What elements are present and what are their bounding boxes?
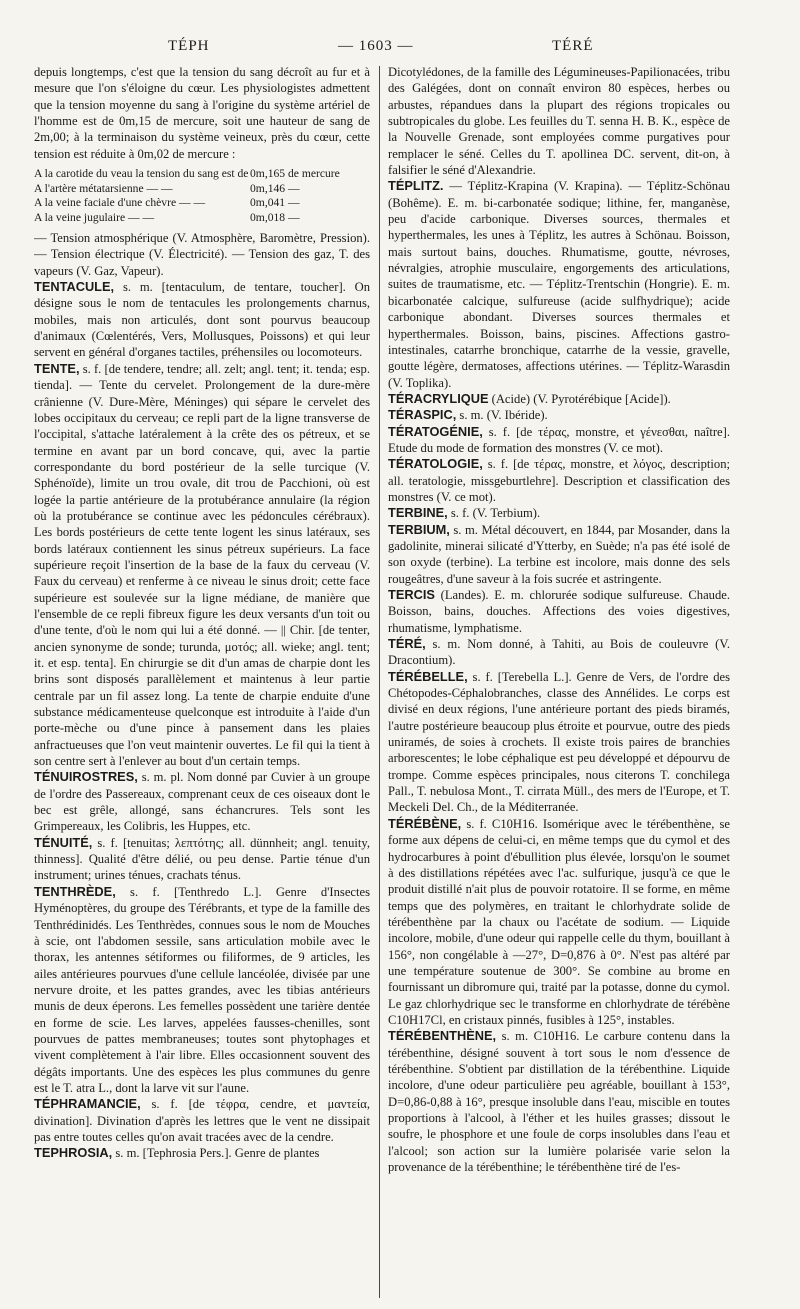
headword: TÉRACRYLIQUE — [388, 390, 489, 406]
headword: TENTHRÈDE, — [34, 883, 116, 899]
entry-tephrosia — [34, 1145, 370, 1161]
row-label: A la veine faciale d'une chèvre — — — [34, 196, 206, 210]
headword: TÉRÉ, — [388, 636, 426, 652]
definition: s. f. [tenuitas; λεπτότης; all. dünnheit; angl. tenuity, thinness]. Qualité d'être délié, ou peu dense. Partie ténue d'un instrument; urines ténues, crachats ténus. — [34, 835, 370, 883]
left-column — [34, 64, 370, 1302]
pressure-table — [34, 167, 370, 225]
definition: — Téplitz-Krapina (V. Krapina). — Téplitz-Schönau (Bohême). E. m. bi-carbonatée sodique; lithine, fer, manganèse, peu d'acide carbonique. Diverses sources, thermales et hyperthermales, les unes à Téplitz, les autres à Schönau. Boisson, mais surtout bains, douches. Rhumatisme, goutte, névroses, névralgies, atrophie musculaire, engorgements des articulations, suites de traumatisme, etc. — Téplitz-Trentschin (Hongrie). E. m. bicarbonatée calcique, sulfureuse (acide sulfhydrique); acide carbonique abondant. Diverses sources thermales et hyperthermales. Boisson, bains, piscines. Affections gastro-intestinales, catarrhe bronchique, catarrhe de la vessie, gravelle, goutte légère, dermatoses, affections utérines. — Téplitz-Warasdin (V. Toplika). — [388, 179, 730, 390]
entry-terbine — [388, 505, 730, 521]
definition: s. f. [Terebella L.]. Genre de Vers, de l'ordre des Chétopodes-Céphalobranches, classe des Annélides. Le corps est divisé en deux régions, l'une antérieure portant des pieds biramés, l'autre postérieure beaucoup plus étroite et pourvue, outre des pieds uniramés, de soies à crochets. Il existe trois paires de branchies arborescentes; le lobe céphalique est peu développé et dépourvu de trompe. Comme espèces principales, nous citerons T. conchilega Pall., T. nebulosa Mont., T. cirrata Müll., des mers de l'Europe, et T. Meckeli Del. Ch., de la Méditerranée. — [388, 669, 730, 815]
table-row — [34, 211, 370, 226]
definition: s. m. [tentaculum, de tentare, toucher]. On désigne sous le nom de tentacules les prolongements charnus, mobiles, mais non articulés, dont sont pourvus beaucoup d'animaux (Cœlentérés, Vers, Mollusques, Poissons) et qui leur servent en général d'organes tactiles, préhensiles ou locomoteurs. — [34, 280, 370, 360]
entry-terebelle — [388, 669, 730, 816]
headword: TENTE, — [34, 360, 80, 376]
headword: TERBINE, — [388, 505, 448, 521]
row-value: 0m,146 — — [250, 181, 300, 195]
headword: TÉRASPIC, — [388, 407, 457, 423]
row-label: A la veine jugulaire — — — [34, 210, 155, 224]
entry-tente — [34, 361, 370, 770]
row-value: 0m,018 — — [250, 210, 300, 224]
headword: TENTACULE, — [34, 279, 115, 295]
continued-text — [388, 64, 730, 178]
headword: TÉRÉBÈNE, — [388, 815, 462, 831]
definition: (Acide) (V. Pyrotérébique [Acide]). — [491, 391, 671, 406]
definition: (Landes). E. m. chlorurée sodique sulfureuse. Chaude. Boisson, bains, douches. Affections des voies digestives, rhumatisme, lymphatisme. — [388, 588, 730, 635]
headword: TEPHROSIA, — [34, 1145, 113, 1161]
headword: TÉRÉBENTHÈNE, — [388, 1028, 497, 1044]
row-label: A la carotide du veau la tension du sang est de — [34, 167, 249, 181]
running-head-right: TÉRÉ — [552, 38, 594, 54]
row-label: A l'artère métatarsienne — — — [34, 181, 173, 195]
entry-tenuite — [34, 835, 370, 884]
headword: TÉPHRAMANCIE, — [34, 1096, 141, 1112]
right-column — [388, 64, 730, 1302]
table-row — [34, 182, 370, 197]
definition: s. f. [de tendere, tendre; all. zelt; angl. tent; it. tenda; esp. tienda]. — Tente du cervelet. Prolongement de la dure-mère crânienne (V. Dure-Mère, Méninges) qui sépare le cervelet des lobes occipitaux du cerveau; ce repli part de la ligne transverse de l'occipital, s'attache latéralement à la crête des os pétreux, et se termine en avant par un bord concave, qui, avec la partie correspondante du bord postérieur de la selle turcique (V. Sphénoïde), limite un trou ovale, dit trou de Pacchioni, où est logée la partie antérieure de la protubérance annulaire (la région où la protubérance se continue avec les pédoncules cérébraux). Les bords postérieurs de cette tente logent les sinus latéraux, ses bords latéraux contiennent les sinus pétreux supérieurs. La face supérieure reçoit l'insertion de la base de la faux du cerveau (V. Faux du cerveau) et renferme à ce niveau le sinus droit; cette face supérieure est soulevée sur la ligne médiane, de manière que l'ensemble de ce repli fibreux figure les deux versants d'un toit ou d'une tente, d'où le nom qui lui a été donné. — || Chir. [de tenter, ancien synonyme de sonde; turunda, μοτός; all. wieke; angl. tent; it. et esp. tenta]. En chirurgie se dit d'un amas de charpie dont les brins sont disposés parallèlement et maintenus à leur partie centrale par un fil assez long. La tente de charpie enduite d'une substance médicamenteuse quelconque est introduite à l'aide d'un porte-mèche ou d'une pince à pansement dans les plaies anfractueuses que l'on veut maintenir ouvertes. Le fil qui la tient à son centre sert à l'enlever au bout d'un certain temps. — [34, 361, 370, 769]
entry-tenuirostres — [34, 769, 370, 834]
running-head-left: TÉPH — [168, 38, 210, 54]
definition: s. f. [de τέφρα, cendre, et μαντεία, divination]. Divination d'après les lettres que le vent ne dissipait pas entre toutes celles qu'on avait tracées avec de la cendre. — [34, 1097, 370, 1144]
entry-terebenthene — [388, 1028, 730, 1175]
entry-tephramancie — [34, 1096, 370, 1145]
definition: s. m. Nom donné, à Tahiti, au Bois de couleuvre (V. Dracontium). — [388, 637, 730, 668]
continued-text: depuis longtemps, c'est que la tension du sang décroît au fur et à mesure que l'on s'éloigne du cœur. Les physiologistes admettent que la tension moyenne du sang à l'origine du système artériel de l'homme est de 0m,15 de mercure, soit une hauteur de sang de 2m,00; à la terminaison du système veineux, près du cœur, cette tension est réduite à 0m,02 de mercure : — [34, 65, 370, 161]
definition: s. f. C10H16. Isomérique avec le térébenthène, se forme aux dépens de celui-ci, en même temps que du cymol et des hydrocarbures à point d'ébullition plus élevée, lorsqu'on le soumet à des distillations répétées avec l'ac. sulfurique, jusqu'à ce que le produit distillé n'ait plus de pouvoir rotatoire. Il se forme, en même temps que des polymères, en traitant le chlorhydrate solide de térébenthène par la chaux ou l'acétate de sodium. — Liquide incolore, mobile, d'une odeur qui rappelle celle du thym, bouillant à 156°, non congélable à —27°, D=0,876 à 0°. N'est pas altéré par une température soutenue de 300°. Se combine au brome en fournissant un dibromure qui, traité par la potasse, donne du cymol. Le gaz chlorhydrique sec le transforme en chlorhydrate de térébène C10H17Cl, en cristaux pinnés, fusibles à 125°, instables. — [388, 816, 730, 1027]
entry-teplitz — [388, 178, 730, 390]
definition: Dicotylédones, de la famille des Légumineuses-Papilionacées, tribu des Galégées, dont on connaît environ 80 espèces, herbes ou arbustes, répandues dans la plupart des régions tropicales ou subtropicales du globe. Les feuilles du T. senna H. B. K., espèce de la Nouvelle Grenade, sont employées comme purgatives pour remplacer le séné. Celles du T. apollinea DC. servent, dit-on, à falsifier le séné d'Alexandrie. — [388, 65, 730, 178]
entry-terebene — [388, 816, 730, 1028]
headword: TÉNUIROSTRES, — [34, 769, 138, 785]
definition: s. m. [Tephrosia Pers.]. Genre de plantes — [115, 1146, 320, 1161]
definition: — Tension atmosphérique (V. Atmosphère, Baromètre, Pression). — Tension électrique (V. Électricité). — Tension des gaz, T. des vapeurs (V. Gaz, Vapeur). — [34, 231, 370, 278]
definition: s. m. (V. Ibéride). — [459, 408, 548, 423]
headword: TERCIS — [388, 587, 435, 602]
page-number: — 1603 — — [338, 38, 414, 54]
entry-tercis — [388, 587, 730, 636]
definition: s. m. C10H16. Le carbure contenu dans la térébenthine, désigné souvent à tort sous le nom d'essence de térébenthine. S'obtient par distillation de la térébenthine. Liquide incolore, d'une odeur particulière peu agréable, bouillant à 153°, D=0,86-0,88 à 16°, presque insoluble dans l'eau, miscible en toutes proportions à l'alcool, à l'éther et les huiles grasses; dissout le soufre, le phosphore et une foule de corps insolubles dans l'eau et l'alcool; son action sur la lumière polarisée varie selon la provenance de la térébenthine; le térébenthène tiré de l'es- — [388, 1029, 730, 1175]
definition: s. f. (V. Terbium). — [450, 506, 541, 521]
column-divider — [379, 66, 380, 1298]
headword: TÉRATOLOGIE, — [388, 456, 483, 472]
table-row — [34, 196, 370, 211]
table-row — [34, 167, 370, 182]
definition: s. f. [de τέρας, monstre, et γένεσθαι, naître]. Etude du mode de formation des monstres (V. ce mot). — [388, 424, 730, 455]
entry-teraspic — [388, 407, 730, 423]
entry-tension — [34, 230, 370, 279]
entry-teratologie — [388, 456, 730, 505]
entry-teratogenie — [388, 424, 730, 457]
row-value: 0m,165 de mercure — [250, 167, 340, 181]
entry-tenthrede — [34, 884, 370, 1096]
headword: TÉRÉBELLE, — [388, 668, 468, 684]
entry-tere — [388, 636, 730, 669]
headword: TÉNUITÉ, — [34, 834, 93, 850]
headword: TERBIUM, — [388, 521, 450, 537]
entry-terbium — [388, 522, 730, 587]
row-value: 0m,041 — — [250, 196, 300, 210]
definition: s. m. Métal découvert, en 1844, par Mosander, dans la gadolinite, minerai silicaté d'Ytterby, en Suède; n'a pas été isolé de son oxyde (terbine). La terbine est incolore, mais donne des sels rougeâtres, d'une saveur à la fois sucrée et astringente. — [388, 522, 730, 586]
headword: TÉPLITZ. — [388, 178, 444, 194]
definition: s. f. [Tenthredo L.]. Genre d'Insectes Hyménoptères, du groupe des Térébrants, et type de la famille des Tenthrédinidés. Les Tenthrèdes, connues sous le nom de Mouches à scie, ont l'abdomen sessile, sans articulation mobile avec le thorax, les antennes sétiformes ou filiformes, de 9 articles, les ailes antérieures pourvues d'une cellule lancéolée, divisée par une nervure droite, et les pattes grandes, avec les tibias antérieurs munis de deux éperons. Les femelles possèdent une tarière dentée en forme de scie. Les larves, appelées fausses-chenilles, sont pourvues de pattes membraneuses; toutes sont phytophages et vivent complètement à l'air libre. Elles occasionnent souvent des dégâts importants. Une des espèces les plus communes du genre est le T. atra L., dont la larve vit sur l'aune. — [34, 884, 370, 1095]
entry-tentacule — [34, 279, 370, 361]
definition: s. m. pl. Nom donné par Cuvier à un groupe de l'ordre des Passereaux, comprenant ceux de ces oiseaux dont le bec est grêle, allongé, sans échancrures. Tels sont les Grimpereaux, les Colibris, les Huppes, etc. — [34, 770, 370, 834]
definition: s. f. [de τέρας, monstre, et λόγος, description; all. teratologie, missgeburtlehre]. Description et classification des monstres (V. ce mot). — [388, 457, 730, 504]
headword: TÉRATOGÉNIE, — [388, 423, 483, 439]
entry-teracrylique — [388, 391, 730, 407]
